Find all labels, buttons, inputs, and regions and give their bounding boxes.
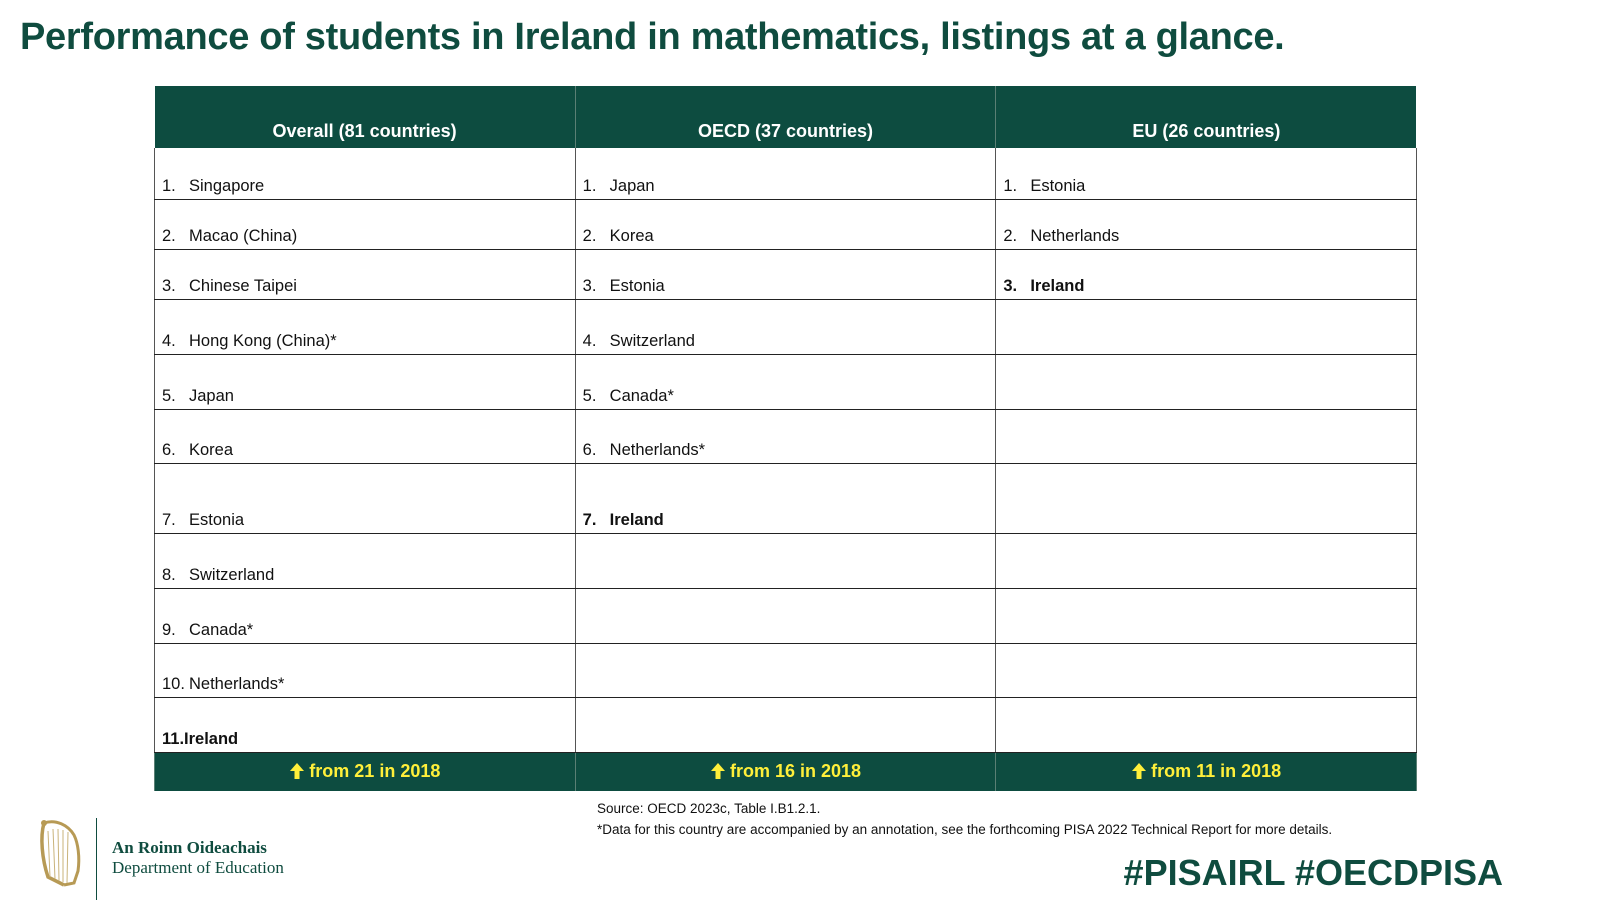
rank-number: 7. <box>582 510 597 529</box>
country-name: Switzerland <box>609 331 695 350</box>
up-arrow-icon <box>1131 762 1147 780</box>
rank-number: 8. <box>162 565 176 584</box>
rank-number: 2. <box>162 226 176 245</box>
cell-overall <box>155 148 576 199</box>
cell-oecd <box>575 299 996 354</box>
cell-eu <box>996 409 1417 463</box>
cell-overall <box>155 199 576 249</box>
country-name: Switzerland <box>189 565 275 584</box>
table-row <box>155 148 1417 199</box>
rank-number: 4. <box>582 331 597 350</box>
rank-number: 2. <box>1003 226 1018 245</box>
country-name: Japan <box>609 176 655 195</box>
rank-number: 11. <box>162 729 185 748</box>
rank-number: 4. <box>162 331 176 350</box>
table-row <box>155 533 1417 588</box>
rank-number: 9. <box>162 620 176 639</box>
cell-overall <box>155 299 576 354</box>
department-name-irish: An Roinn Oideachais <box>112 838 267 857</box>
cell-oecd <box>575 697 996 752</box>
cell-eu <box>996 299 1417 354</box>
country-name: Macao (China) <box>189 226 298 245</box>
footer-text: from 21 in 2018 <box>309 761 441 781</box>
header-row <box>155 86 1417 148</box>
table-row <box>155 697 1417 752</box>
country-name-highlighted: Ireland <box>1030 276 1085 295</box>
cell-eu <box>996 148 1417 199</box>
cell-eu <box>996 643 1417 697</box>
country-name: Chinese Taipei <box>189 276 297 295</box>
cell-overall <box>155 463 576 533</box>
country-name: Korea <box>189 440 234 459</box>
page-title: Performance of students in Ireland in mathematics, listings at a glance. <box>20 16 1285 58</box>
country-name: Estonia <box>609 276 665 295</box>
country-name: Korea <box>609 226 654 245</box>
cell-overall <box>155 588 576 643</box>
country-name: Estonia <box>189 510 245 529</box>
rank-number: 3. <box>162 276 176 295</box>
cell-overall <box>155 533 576 588</box>
hashtags: #PISAIRL #OECDPISA <box>1123 852 1503 893</box>
cell-oecd <box>575 249 996 299</box>
country-name-highlighted: Ireland <box>609 510 664 529</box>
footer-oecd <box>575 752 996 791</box>
table-row <box>155 409 1417 463</box>
table-row <box>155 588 1417 643</box>
cell-oecd <box>575 463 996 533</box>
cell-oecd <box>575 409 996 463</box>
country-name: Hong Kong (China)* <box>189 331 337 350</box>
rank-number: 3. <box>582 276 597 295</box>
country-name: Estonia <box>1030 176 1086 195</box>
column-header-oecd: OECD (37 countries) <box>575 86 996 148</box>
department-name <box>112 838 284 878</box>
country-name: Canada* <box>189 620 254 639</box>
rank-number: 2. <box>582 226 597 245</box>
rank-number: 10. <box>162 674 185 693</box>
cell-eu <box>996 588 1417 643</box>
department-name-english: Department of Education <box>112 858 284 877</box>
rank-number: 7. <box>162 510 176 529</box>
cell-overall <box>155 697 576 752</box>
table-row <box>155 643 1417 697</box>
country-name: Canada* <box>609 386 674 405</box>
source-notes <box>597 798 1332 840</box>
footer-overall <box>155 752 576 791</box>
cell-oecd <box>575 533 996 588</box>
table-row <box>155 299 1417 354</box>
cell-oecd <box>575 643 996 697</box>
cell-overall <box>155 354 576 409</box>
cell-oecd <box>575 199 996 249</box>
table-row <box>155 199 1417 249</box>
up-arrow-icon <box>710 762 726 780</box>
country-name: Japan <box>189 386 234 405</box>
rank-number: 5. <box>162 386 176 405</box>
table-row <box>155 354 1417 409</box>
logo-divider <box>96 818 97 900</box>
footer-row <box>155 752 1417 791</box>
source-line: Source: OECD 2023c, Table I.B1.2.1. <box>597 801 821 816</box>
rank-number: 1. <box>162 176 176 195</box>
rank-number: 6. <box>162 440 176 459</box>
rank-number: 5. <box>582 386 597 405</box>
cell-eu <box>996 463 1417 533</box>
cell-oecd <box>575 354 996 409</box>
cell-eu <box>996 354 1417 409</box>
country-name: Netherlands <box>1030 226 1120 245</box>
annotation-note: *Data for this country are accompanied by an annotation, see the forthcoming PISA 2022 Technical Report for more details. <box>597 822 1333 837</box>
footer-eu <box>996 752 1417 791</box>
column-header-overall: Overall (81 countries) <box>155 86 576 148</box>
cell-overall <box>155 249 576 299</box>
rankings-table <box>154 86 1417 791</box>
rank-number: 1. <box>1003 176 1018 195</box>
up-arrow-icon <box>289 762 305 780</box>
rank-number: 3. <box>1003 276 1018 295</box>
table-row <box>155 463 1417 533</box>
footer-text: from 16 in 2018 <box>729 761 862 781</box>
rank-number: 6. <box>582 440 597 459</box>
footer-text: from 11 in 2018 <box>1151 761 1282 781</box>
country-name: Singapore <box>189 176 265 195</box>
cell-oecd <box>575 148 996 199</box>
rank-number: 1. <box>582 176 597 195</box>
column-header-eu: EU (26 countries) <box>996 86 1417 148</box>
rankings-body <box>155 148 1417 791</box>
country-name: Netherlands* <box>189 674 285 693</box>
cell-eu <box>996 533 1417 588</box>
harp-icon <box>34 817 86 889</box>
country-name-highlighted: Ireland <box>184 729 239 748</box>
table-row <box>155 249 1417 299</box>
cell-eu <box>996 249 1417 299</box>
cell-eu <box>996 697 1417 752</box>
cell-eu <box>996 199 1417 249</box>
cell-oecd <box>575 588 996 643</box>
country-name: Netherlands* <box>609 440 706 459</box>
cell-overall <box>155 643 576 697</box>
cell-overall <box>155 409 576 463</box>
